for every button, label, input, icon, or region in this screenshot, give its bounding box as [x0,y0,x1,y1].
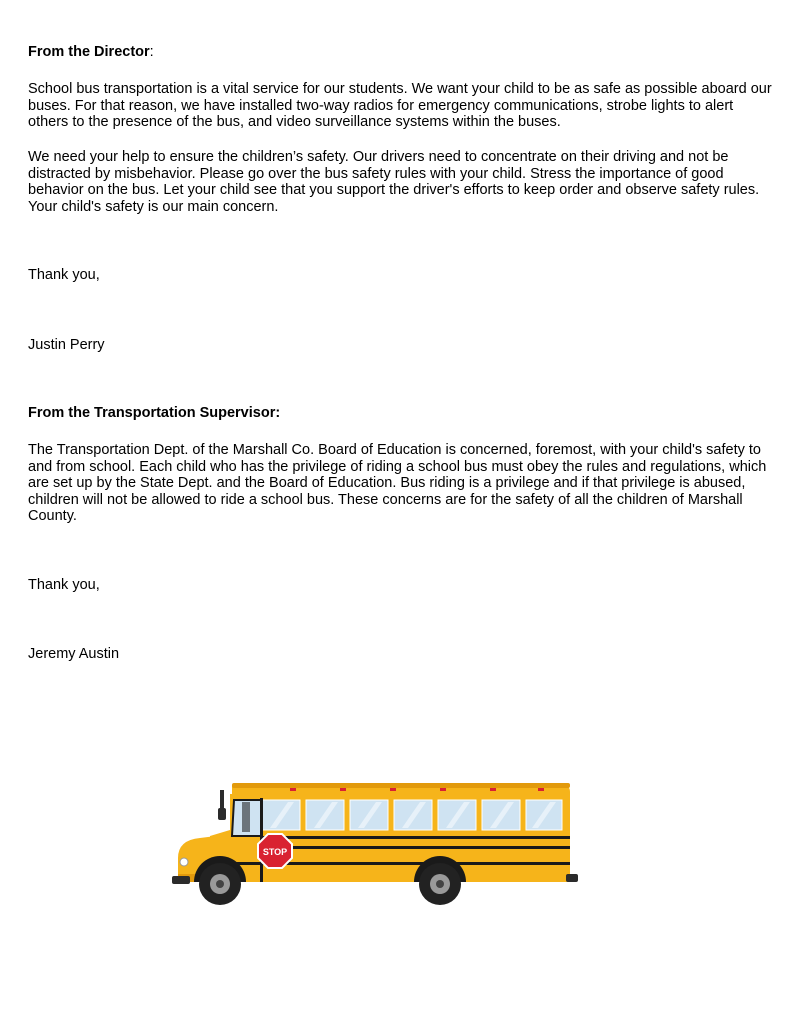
school-bus-icon [170,778,580,910]
director-paragraph-2: We need your help to ensure the children’s safety. Our drivers need to concentrate on their driving and not be distracted by misbehavior. Please go over the bus safety rules with your child. Stress the importance of good behavior on the bus. Let your child see that you support the driver's efforts to keep order and observe safety rules. Your child's safety is our main concern. [28,149,760,215]
supervisor-heading-text: From the Transportation Supervisor: [28,405,281,421]
supervisor-signature: Jeremy Austin [28,646,120,662]
director-closing: Thank you, [28,267,100,283]
director-heading [28,44,154,61]
stop-sign-text: STOP [262,847,288,857]
director-heading-colon: : [149,44,154,60]
supervisor-closing: Thank you, [28,577,100,593]
supervisor-heading [28,405,280,422]
supervisor-paragraph-1: The Transportation Dept. of the Marshall Co. Board of Education is concerned, foremost, with your child's safety to and from school. Each child who has the privilege of riding a school bus must obey the rules and regulations, which are set up by the State Dept. and the Board of Education. Bus riding is a privilege and if that privilege is abused, children will not be allowed to ride a school bus. These concerns are for the safety of all the children of Marshall County. [28,442,767,525]
director-signature: Justin Perry [28,337,105,353]
director-heading-text: From the Director [28,44,150,60]
director-paragraph-1: School bus transportation is a vital service for our students. We want your child to be as safe as possible aboard our buses. For that reason, we have installed two-way radios for emergency communications, strobe lights to alert others to the presence of the bus, and video surveillance systems within the buses. [28,81,772,131]
school-bus-illustration [170,778,580,910]
